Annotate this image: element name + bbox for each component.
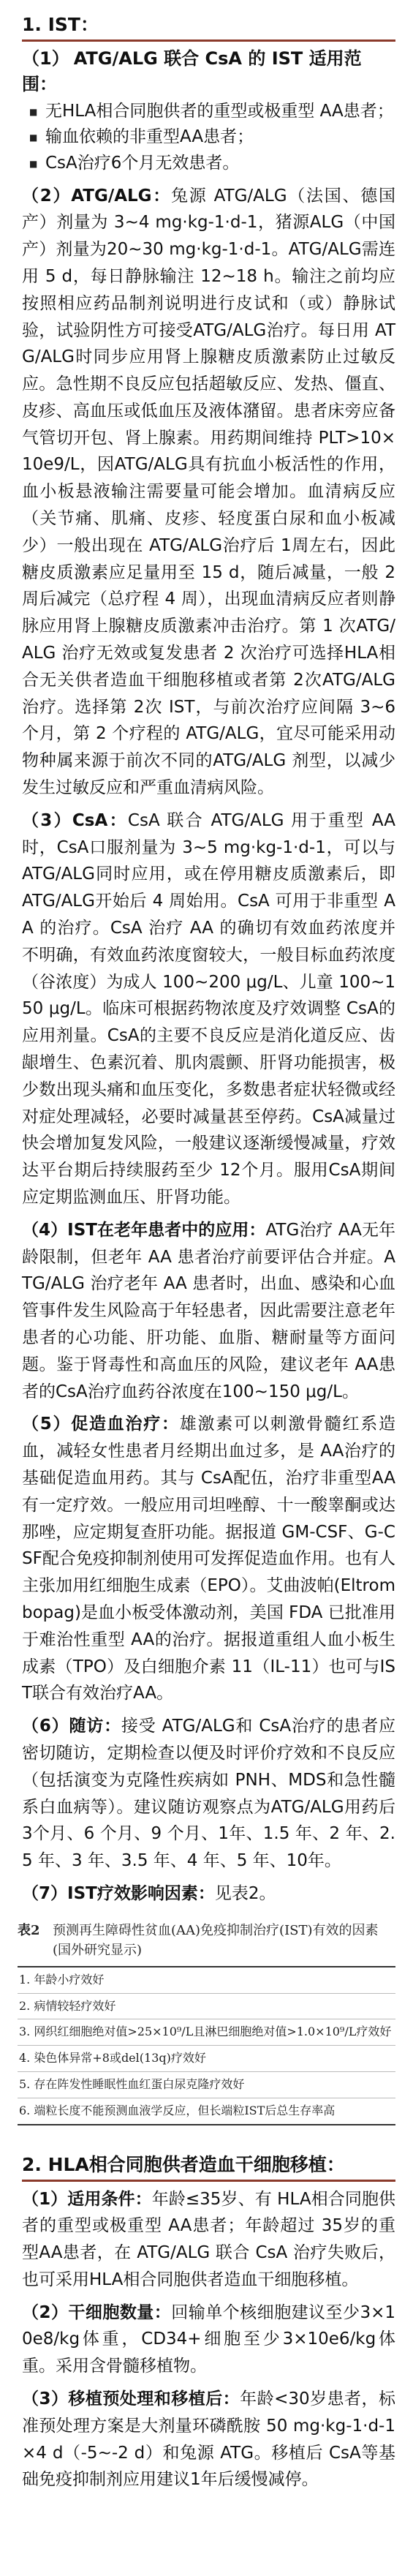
paragraph-lead: 移植预处理和移植后： — [68, 2389, 240, 2409]
paragraph-text: 年龄≤35岁、有 HLA相合同胞供者的重型或极重型 AA患者；年龄超过 35岁的重型AA患者，在 ATG/ALG 联合 CsA 治疗失败后，也可采用HLA相合同胞供者造血干细胞移植。 — [22, 2189, 395, 2289]
table-cell: 1. 年龄小疗效好 — [18, 1967, 395, 1993]
list-item: ■ 输血依赖的非重型AA患者； — [45, 124, 395, 151]
ist-scope-list — [22, 99, 395, 177]
paragraph-number: （4） — [22, 1220, 68, 1240]
paragraph-atg — [22, 183, 395, 802]
paragraph-lead: 适用条件： — [67, 2189, 152, 2209]
table-cell: 4. 染色体异常+8或del(13q)疗效好 — [18, 2046, 395, 2072]
paragraph-lead: 促造血治疗： — [71, 1415, 180, 1434]
paragraph-lead: ATG/ALG： — [71, 186, 172, 206]
paragraph-text: ATG治疗 AA无年龄限制，但老年 AA 患者治疗前要评估合并症。ATG/ALG 治疗老年 AA 患者时，出血、感染和心血管事件发生风险高于年轻患者，因此需要注意老年患者的心功能、肝功能、血脂、糖耐量等方面问题。鉴于肾毒性和高血压的风险，建议老年 AA患者的CsA治疗血药谷浓度在100~150 μg/L。 — [22, 1220, 396, 1401]
paragraph-text: 见表2。 — [214, 1883, 276, 1903]
ist-scope-heading — [22, 46, 395, 97]
heading-text: ATG/ALG 联合 CsA 的 IST 适用范围： — [22, 48, 362, 94]
paragraph-followup — [22, 1713, 395, 1875]
table-caption-text: 预测再生障碍性贫血(AA)免疫抑制治疗(IST)有效的因素(国外研究显示) — [53, 1922, 379, 1958]
paragraph-number: （3） — [22, 2389, 69, 2409]
paragraph-lead: CsA： — [72, 810, 128, 830]
list-item: ■ CsA治疗6个月无效患者。 — [45, 151, 395, 177]
paragraph-text: CsA 联合 ATG/ALG 用于重型 AA 时，CsA口服剂量为 3~5 mg·kg-1·d-1，可以与 ATG/ALG同时应用，或在停用糖皮质激素后，即 ATG/ALG开始后 4 周始用。CsA 可用于非重型 AA 的治疗。CsA 治疗 AA 的确切有效血药浓度并不明确，有效血药浓度窗较大，一般目标血药浓度（谷浓度）为成人 100~200 μg/L、儿童 100~150 μg/L。临床可根据药物浓度及疗效调整 CsA的应用剂量。CsA的主要不良反应是消化道反应、齿龈增生、色素沉着、肌肉震颤、肝肾功能损害，极少数出现头痛和血压变化，多数患者症状轻微或经对症处理减轻，必要时减量甚至停药。CsA减量过快会增加复发风险，一般建议逐渐缓慢减量，疗效达平台期后持续服药至少 12个月。服用CsA期间应定期监测血压、肝肾功能。 — [22, 810, 395, 1207]
table-row — [18, 1993, 395, 2019]
paragraph-indication — [22, 2186, 395, 2294]
paragraph-text: 回输单个核细胞建议至少3×10e8/kg体重，CD34+细胞至少3×10e6/kg体重。采用含骨髓移植物。 — [22, 2302, 395, 2376]
paragraph-number: （6） — [22, 1717, 69, 1736]
paragraph-number: （2） — [22, 2302, 69, 2322]
table-label: 表2 — [18, 1922, 40, 1938]
paragraph-csa — [22, 807, 395, 1211]
item-number: （1） — [22, 48, 69, 69]
paragraph-cells — [22, 2300, 395, 2380]
table-row — [18, 2019, 395, 2046]
paragraph-conditioning — [22, 2386, 395, 2493]
paragraph-text: 年龄<30岁患者，标准预处理方案是大剂量环磷酰胺 50 mg·kg-1·d-1 ×4 d（-5~-2 d）和兔源 ATG。移植后 CsA等基础免疫抑制剂应用建议1年后缓慢减停。 — [22, 2389, 395, 2490]
paragraph-lead: IST在老年患者中的应用： — [67, 1220, 266, 1240]
section-title-hsct: 2. HLA相合同胞供者造血干细胞移植： — [22, 2150, 395, 2182]
table-cell: 2. 病情较轻疗效好 — [18, 1993, 395, 2019]
table-row — [18, 1967, 395, 1993]
paragraph-number: （7） — [22, 1883, 68, 1903]
table-cell: 5. 存在阵发性睡眠性血红蛋白尿克隆疗效好 — [18, 2071, 395, 2098]
paragraph-lead: IST疗效影响因素： — [67, 1883, 215, 1903]
paragraph-number: （5） — [22, 1415, 72, 1434]
table-row — [18, 2071, 395, 2098]
list-item: ■ 无HLA相合同胞供者的重型或极重型 AA患者； — [45, 99, 395, 125]
section-ist — [22, 10, 395, 1907]
paragraph-lead: 随访： — [69, 1717, 121, 1736]
table-caption — [18, 1921, 395, 1960]
table-row — [18, 2046, 395, 2072]
paragraph-efficacy — [22, 1880, 395, 1907]
section-hsct — [22, 2150, 395, 2494]
paragraph-text: 兔源 ATG/ALG（法国、德国产）剂量为 3~4 mg·kg-1·d-1，猪源ALG（中国产）剂量为20~30 mg·kg-1·d-1。ATG/ALG需连用 5 d，每日静脉输注 12~18 h。输注之前均应按照相应药品制剂说明进行皮试和（或）静脉试验，试验阴性方可接受ATG/ALG治疗。每日用 ATG/ALG时同步应用肾上腺糖皮质激素防止过敏反应。急性期不良反应包括超敏反应、发热、僵直、皮疹、高血压或低血压及液体潴留。患者床旁应备气管切开包、肾上腺素。用药期间维持 PLT>10×10e9/L，因ATG/ALG具有抗血小板活性的作用，血小板悬液输注需要量可能会增加。血清病反应（关节痛、肌痛、皮疹、轻度蛋白尿和血小板减少）一般出现在 ATG/ALG治疗后 1周左右，因此糖皮质激素应足量用至 15 d，随后减量，一般 2周后减完（总疗程 4 周），出现血清病反应者则静脉应用肾上腺糖皮质激素冲击治疗。第 1 次ATG/ALG 治疗无效或复发患者 2 次治疗可选择HLA相合无关供者造血干细胞移植或者第 2次ATG/ALG治疗。选择第 2次 IST，与前次治疗应间隔 3~6个月，第 2 个疗程的 ATG/ALG，宜尽可能采用动物种属来源于前次不同的ATG/ALG 剂型，以减少发生过敏反应和严重血清病风险。 — [22, 186, 395, 798]
table-row — [18, 2098, 395, 2124]
paragraph-text: 接受 ATG/ALG和 CsA治疗的患者应密切随访，定期检查以便及时评价疗效和不良反应（包括演变为克隆性疾病如 PNH、MDS和急性髓系白血病等）。建议随访观察点为ATG/ALG用药后 3个月、6 个月、9 个月、1年、1.5 年、2 年、2.5 年、3 年、3.5 年、4 年、5 年、10年。 — [22, 1717, 396, 1871]
table-cell: 3. 网织红细胞绝对值>25×10⁹/L且淋巴细胞绝对值>1.0×10⁹/L疗效好 — [18, 2019, 395, 2046]
paragraph-number: （3） — [22, 810, 72, 830]
paragraph-text: 雄激素可以刺激骨髓红系造血，减轻女性患者月经期出血过多，是 AA治疗的基础促造血用药。其与 CsA配伍，治疗非重型AA有一定疗效。一般应用司坦唑醇、十一酸睾酮或达那唑，应定期复查肝功能。据报道 GM-CSF、G-CSF配合免疫抑制剂使用可发挥促造血作用。也有人主张加用红细胞生成素（EPO）。艾曲波帕(Eltrombopag)是血小板受体激动剂，美国 FDA 已批准用于难治性重型 AA的治疗。据报道重组人血小板生成素（TPO）及白细胞介素 11（IL-11）也可与IST联合有效治疗AA。 — [22, 1415, 396, 1703]
paragraph-lead: 干细胞数量： — [68, 2302, 172, 2322]
paragraph-number: （2） — [22, 186, 72, 206]
paragraph-elderly — [22, 1217, 395, 1406]
paragraph-number: （1） — [22, 2189, 68, 2209]
paragraph-promote — [22, 1411, 395, 1707]
ist-scope-block — [22, 46, 395, 177]
predictors-table — [18, 1966, 395, 2125]
section-title-ist: 1. IST： — [22, 10, 395, 42]
table-cell: 6. 端粒长度不能预测血液学反应，但长端粒IST后总生存率高 — [19, 2103, 336, 2117]
table-2 — [18, 1921, 395, 2125]
